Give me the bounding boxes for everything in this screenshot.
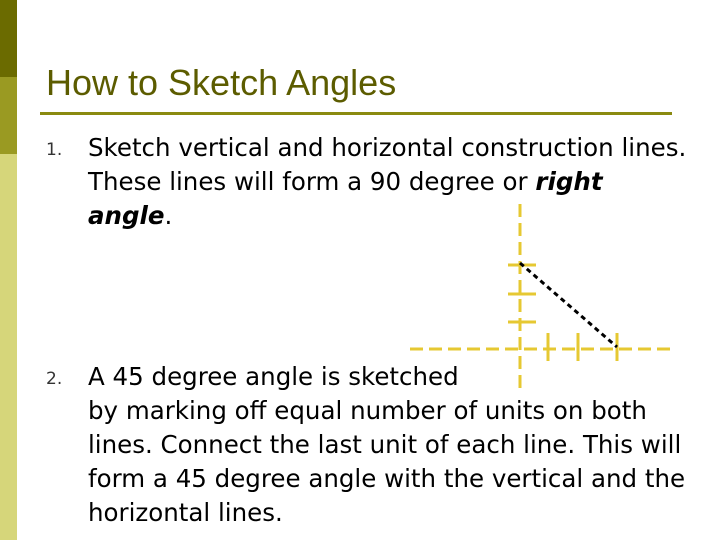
hypotenuse-line: [520, 263, 617, 347]
list-number-1: 1.: [46, 140, 63, 160]
vertical-unit-marks: [508, 265, 536, 322]
item-1-text: Sketch vertical and horizontal construction lines. These lines will form a 90 degree or: [88, 133, 687, 196]
horizontal-unit-marks: [548, 333, 617, 361]
item-1-period: .: [164, 201, 173, 230]
item-1-emphasis: right angle: [88, 167, 603, 230]
item-2-rest: by marking off equal number of units on both lines. Connect the last unit of each line. This will form a 45 degree angle with the vertical and the horizontal lines.: [88, 396, 686, 527]
list-number-2: 2.: [46, 369, 63, 389]
item-2-first-line: A 45 degree angle is sketched: [88, 362, 459, 391]
slide-title: How to Sketch Angles: [46, 62, 397, 103]
